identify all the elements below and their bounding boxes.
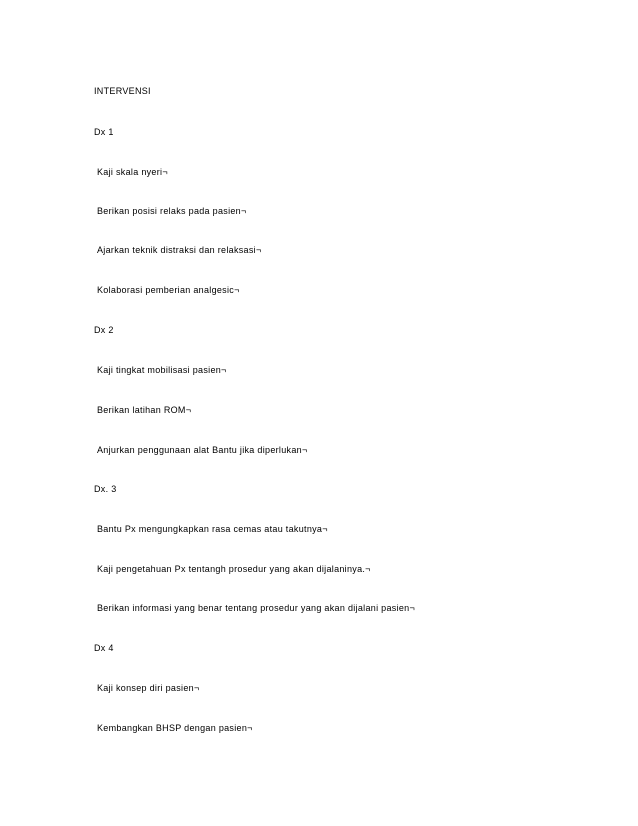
list-item: Kaji tingkat mobilisasi pasien¬ (97, 365, 227, 375)
list-item: Berikan posisi relaks pada pasien¬ (97, 206, 247, 216)
list-item: Ajarkan teknik distraksi dan relaksasi¬ (97, 245, 262, 255)
list-item: Berikan informasi yang benar tentang prosedur yang akan dijalani pasien¬ (97, 603, 416, 613)
document-title: INTERVENSI (94, 86, 151, 96)
list-item: Bantu Px mengungkapkan rasa cemas atau takutnya¬ (97, 524, 328, 534)
list-item: Kaji konsep diri pasien¬ (97, 683, 200, 693)
list-item: Kaji skala nyeri¬ (97, 167, 168, 177)
section-heading-dx2: Dx 2 (94, 325, 114, 335)
section-heading-dx3: Dx. 3 (94, 484, 117, 494)
list-item: Kembangkan BHSP dengan pasien¬ (97, 723, 253, 733)
list-item: Kaji pengetahuan Px tentangh prosedur yang akan dijalaninya.¬ (97, 564, 371, 574)
section-heading-dx1: Dx 1 (94, 127, 114, 137)
list-item: Kolaborasi pemberian analgesic¬ (97, 285, 240, 295)
list-item: Anjurkan penggunaan alat Bantu jika diperlukan¬ (97, 445, 308, 455)
list-item: Berikan latihan ROM¬ (97, 405, 192, 415)
section-heading-dx4: Dx 4 (94, 643, 114, 653)
